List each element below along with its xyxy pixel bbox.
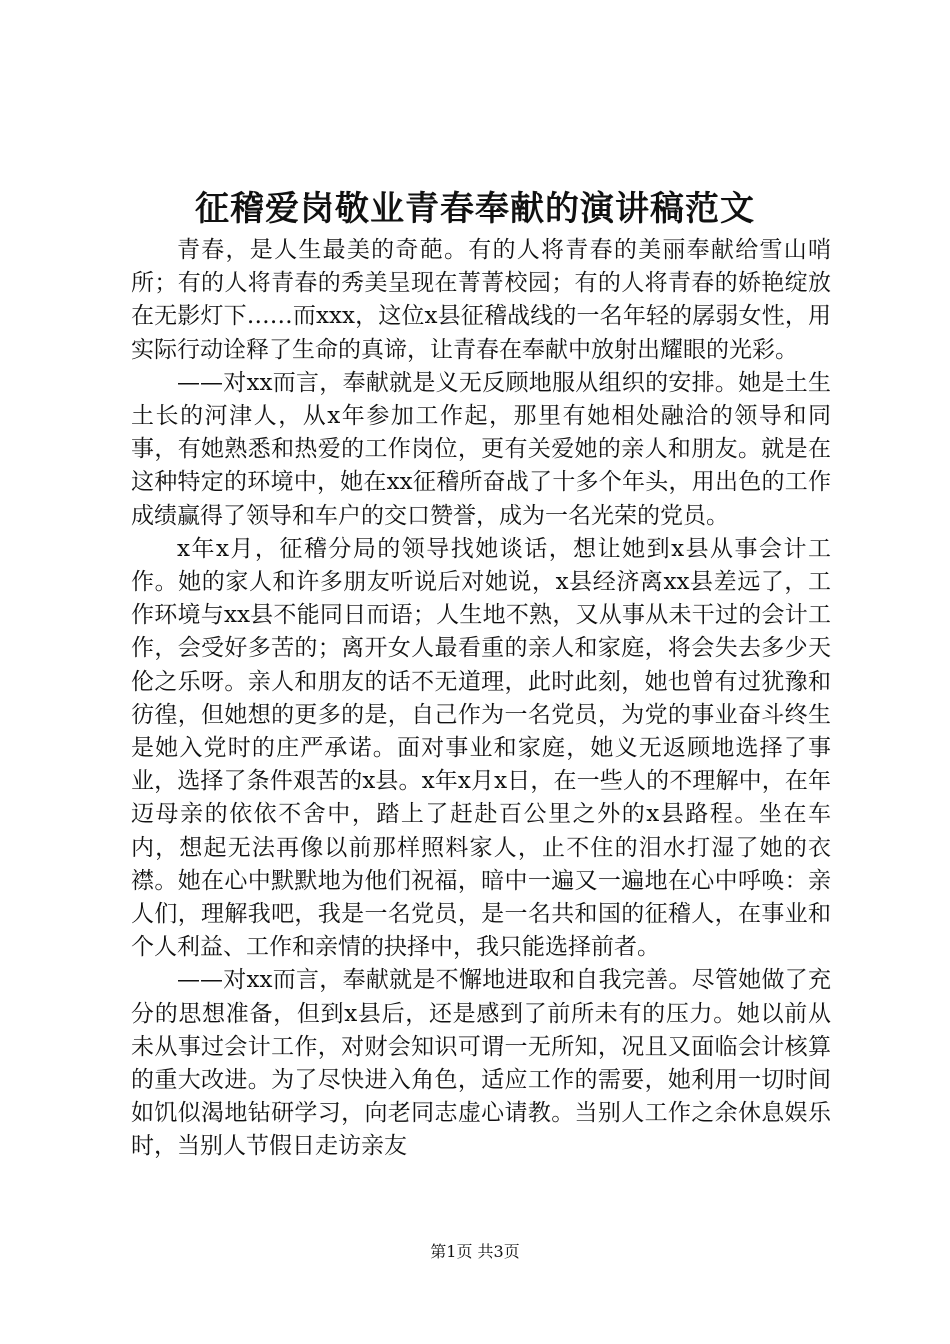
paragraph: ——对xx而言，奉献就是不懈地进取和自我完善。尽管她做了充分的思想准备，但到x县后，还是感到了前所未有的压力。她以前从未从事过会计工作，对财会知识可谓一无所知，况且又面临会计核算的重大改进。为了尽快进入角色，适应工作的需要，她利用一切时间如饥似渴地钻研学习，向老同志虚心请教。当别人工作之余休息娱乐时，当别人节假日走访亲友 — [131, 967, 831, 1160]
paragraph: 青春，是人生最美的奇葩。有的人将青春的美丽奉献给雪山哨所；有的人将青春的秀美呈现在菁菁校园；有的人将青春的娇艳绽放在无影灯下……而xxx，这位x县征稽战线的一名年轻的孱弱女性，用实际行动诠释了生命的真谛，让青春在奉献中放射出耀眼的光彩。 — [131, 237, 831, 363]
page-footer: 第1页 共3页 — [430, 1242, 520, 1261]
paragraph: x年x月，征稽分局的领导找她谈话，想让她到x县从事会计工作。她的家人和许多朋友听说后对她说，x县经济离xx县差远了，工作环境与xx县不能同日而语；人生地不熟，又从事从未干过的会计工作，会受好多苦的；离开女人最看重的亲人和家庭，将会失去多少天伦之乐呀。亲人和朋友的话不无道理，此时此刻，她也曾有过犹豫和彷徨，但她想的更多的是，自己作为一名党员，为党的事业奋斗终生是她入党时的庄严承诺。面对事业和家庭，她义无返顾地选择了事业，选择了条件艰苦的x县。x年x月x日，在一些人的不理解中，在年迈母亲的依依不舍中，踏上了赶赴百公里之外的x县路程。坐在车内，想起无法再像以前那样照料家人，止不住的泪水打湿了她的衣襟。她在心中默默地为他们祝福，暗中一遍又一遍地在心中呼唤：亲人们，理解我吧，我是一名党员，是一名共和国的征稽人，在事业和个人利益、工作和亲情的抉择中，我只能选择前者。 — [131, 535, 831, 961]
document-title: 征稽爱岗敬业青春奉献的演讲稿范文 — [195, 189, 755, 229]
document-body — [131, 234, 831, 1164]
paragraph: ——对xx而言，奉献就是义无反顾地服从组织的安排。她是土生土长的河津人，从x年参加工作起，那里有她相处融洽的领导和同事，有她熟悉和热爱的工作岗位，更有关爱她的亲人和朋友。就是在这种特定的环境中，她在xx征稽所奋战了十多个年头，用出色的工作成绩赢得了领导和车户的交口赞誉，成为一名光荣的党员。 — [131, 369, 831, 529]
